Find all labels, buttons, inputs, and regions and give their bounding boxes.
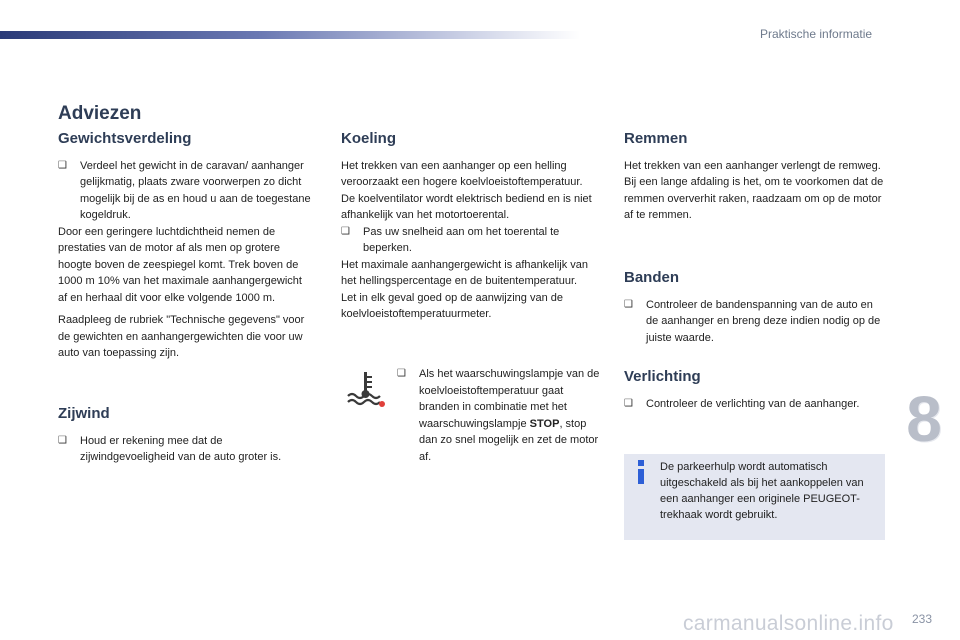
column-lighting bbox=[624, 369, 886, 412]
bullet-cooling-text: Pas uw snelheid aan om het toerental te beperken. bbox=[363, 225, 560, 254]
bullet-crosswind-text: Houd er rekening mee dat de zijwindgevoeligheid van de auto groter is. bbox=[80, 434, 282, 463]
heading-weight: Gewichtsverdeling bbox=[58, 130, 192, 147]
heading-brakes: Remmen bbox=[624, 130, 688, 147]
heading-crosswind: Zijwind bbox=[58, 405, 110, 422]
brakes-text-2: Bij een lange afdaling is het, om te voorkomen dat de remmen oververhit raken, raadzaam om op de motor af te remmen. bbox=[624, 176, 884, 221]
chapter-number: 8 bbox=[906, 383, 942, 455]
bullet-tyres bbox=[624, 297, 886, 347]
info-text: De parkeerhulp wordt automatisch uitgeschakeld als bij het aankoppelen van een aanhanger een originele PEUGEOT-trekhaak wordt gebruikt. bbox=[660, 461, 864, 521]
column-weight bbox=[58, 131, 314, 362]
page-title: Adviezen bbox=[58, 103, 142, 124]
cooling-text-2: De koelventilator wordt elektrisch bediend en is niet afhankelijk van het motortoerental. bbox=[341, 192, 592, 221]
page-number: 233 bbox=[912, 612, 933, 626]
warning-text-start: Als het waarschuwingslampje van de koelvloeistoftemperatuur gaat branden in combinatie met het waarschuwingslampje bbox=[419, 368, 600, 430]
bullet-crosswind bbox=[58, 433, 314, 466]
bullet-weight bbox=[58, 158, 314, 224]
bullet-icon: ❑ bbox=[397, 368, 406, 379]
bullet-lighting-text: Controleer de verlichting van de aanhanger. bbox=[646, 397, 860, 410]
heading-tyres: Banden bbox=[624, 269, 680, 286]
bullet-icon: ❑ bbox=[624, 298, 633, 310]
heading-cooling: Koeling bbox=[341, 130, 396, 147]
cooling-text-3: Het maximale aanhangergewicht is afhankelijk van het hellingspercentage en de buitentemperatuur. bbox=[341, 258, 589, 287]
bullet-icon: ❑ bbox=[341, 225, 350, 237]
bullet-cooling-warning bbox=[397, 366, 602, 465]
bullet-icon: ❑ bbox=[58, 434, 67, 446]
warning-stop-label: STOP bbox=[529, 417, 560, 430]
bullet-tyres-text: Controleer de bandenspanning van de auto en de aanhanger en breng deze indien nodig op de juiste waarde. bbox=[646, 298, 881, 344]
info-box bbox=[624, 454, 885, 540]
column-cooling bbox=[341, 131, 603, 323]
cooling-warning bbox=[397, 366, 602, 465]
section-title: Praktische informatie bbox=[760, 27, 873, 41]
weight-altitude-text: Door een geringere luchtdichtheid nemen de prestaties van de motor af als men op grotere hoogte boven de zeespiegel komt. Trek boven de 1000 m 10% van het maximale aanhangergewicht af en herhaal dit voor elke volgende 1000 m. bbox=[58, 225, 302, 304]
bullet-weight-text: Verdeel het gewicht in de caravan/ aanhanger gelijkmatig, plaats zware voorwerpen zo dicht mogelijk bij de as en houd u aan de toegestane kogeldruk. bbox=[80, 159, 311, 221]
cooling-text-1: Het trekken van een aanhanger op een helling veroorzaakt een hogere koelvloeistoftemperatuur. bbox=[341, 159, 583, 188]
bullet-icon: ❑ bbox=[58, 159, 67, 171]
coolant-temperature-icon bbox=[345, 370, 387, 410]
warning-text-end: , stop dan zo snel mogelijk en zet de motor af. bbox=[419, 417, 599, 463]
bullet-lighting bbox=[624, 396, 886, 413]
cooling-text-4: Let in elk geval goed op de aanwijzing van de koelvloeistoftemperatuurmeter. bbox=[341, 291, 563, 320]
column-brakes bbox=[624, 131, 886, 224]
column-crosswind bbox=[58, 406, 314, 466]
header-bar bbox=[0, 31, 580, 39]
watermark: carmanualsonline.info bbox=[683, 612, 894, 635]
weight-reference-text: Raadpleeg de rubriek "Technische gegevens" voor de gewichten en aanhangergewichten die voor uw auto van toepassing zijn. bbox=[58, 314, 305, 359]
info-icon bbox=[634, 460, 648, 484]
heading-lighting: Verlichting bbox=[624, 368, 701, 385]
bullet-cooling bbox=[341, 224, 603, 257]
bullet-icon: ❑ bbox=[624, 397, 633, 409]
brakes-text-1: Het trekken van een aanhanger verlengt de remweg. bbox=[624, 159, 881, 172]
column-tyres bbox=[624, 270, 886, 346]
